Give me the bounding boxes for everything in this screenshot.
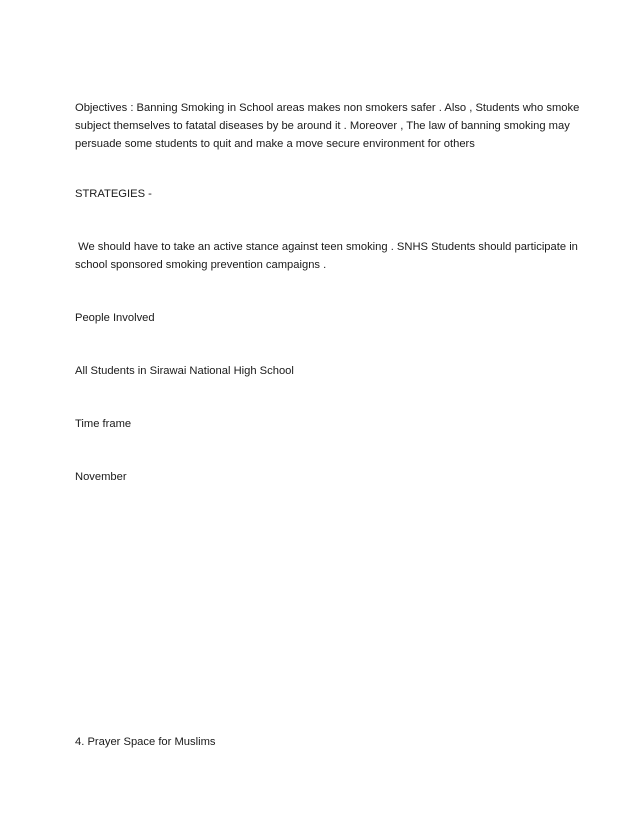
objectives-paragraph: [75, 99, 580, 153]
objectives-line-3: persuade some students to quit and make a move secure environment for others: [75, 138, 475, 150]
strategies-line-2: school sponsored smoking prevention campaigns .: [75, 259, 327, 271]
prayer-space-heading: 4. Prayer Space for Muslims: [75, 736, 216, 748]
objectives-line-1: Objectives : Banning Smoking in School areas makes non smokers safer . Also , Students who smoke: [75, 102, 580, 114]
time-frame-heading: Time frame: [75, 418, 132, 430]
people-involved-heading: People Involved: [75, 312, 155, 324]
time-frame-value: November: [75, 471, 127, 483]
objectives-line-2: subject themselves to fatatal diseases by be around it . Moreover , The law of banning smoking may: [75, 120, 570, 132]
people-involved-value: All Students in Sirawai National High School: [75, 365, 294, 377]
strategies-paragraph: [75, 238, 578, 274]
strategies-heading: STRATEGIES -: [75, 188, 152, 200]
strategies-line-1: We should have to take an active stance against teen smoking . SNHS Students should participate in: [75, 241, 578, 253]
